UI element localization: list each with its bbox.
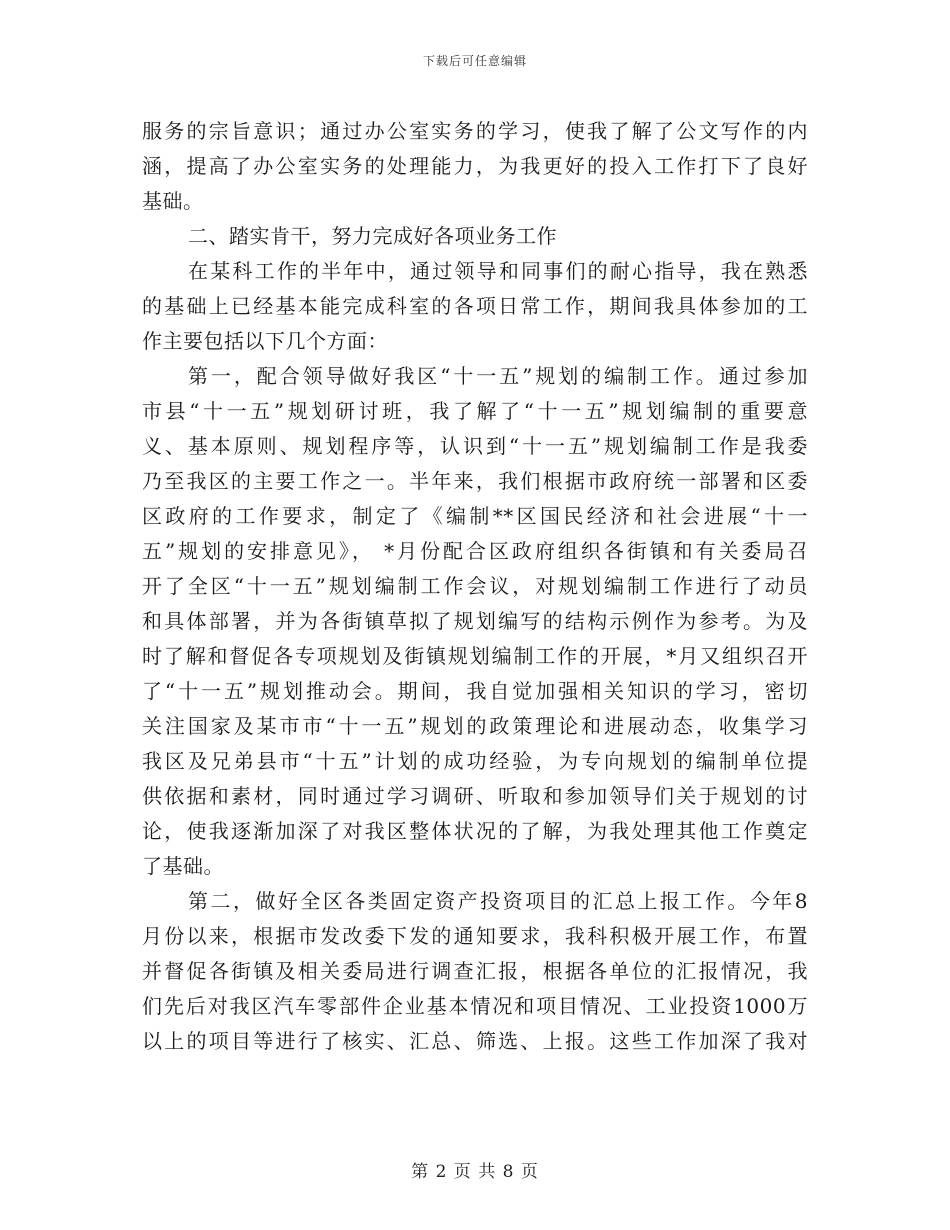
section-heading xyxy=(142,219,808,254)
text-line: 基础。 xyxy=(142,189,204,213)
paragraph-intro xyxy=(142,254,808,359)
paragraph-second-item xyxy=(142,884,808,1059)
text-line: 第二，做好全区各类固定资产投资项目的汇总上报工作。今年8 xyxy=(188,889,808,913)
text-line: 了基础。 xyxy=(142,854,224,878)
text-line: 们先后对我区汽车零部件企业基本情况和项目情况、工业投资1000万 xyxy=(142,994,808,1018)
paragraph-continuation xyxy=(142,114,808,219)
text-line: 第一，配合领导做好我区“十一五”规划的编制工作。通过参加 xyxy=(188,364,808,388)
text-line: 乃至我区的主要工作之一。半年来，我们根据市政府统一部署和区委 xyxy=(142,469,808,493)
text-line: 作主要包括以下几个方面： xyxy=(142,329,388,353)
text-line: 了“十一五”规划推动会。期间，我自觉加强相关知识的学习，密切 xyxy=(142,679,808,703)
text-line: 我区及兄弟县市“十五”计划的成功经验，为专向规划的编制单位提 xyxy=(142,749,808,773)
text-line: 五”规划的安排意见》， *月份配合区政府组织各街镇和有关委局召 xyxy=(142,539,808,563)
page-header: 下载后可任意编辑 xyxy=(422,54,527,68)
text-line: 的基础上已经基本能完成科室的各项日常工作，期间我具体参加的工 xyxy=(142,294,808,318)
document-body xyxy=(142,114,808,1059)
paragraph-first-item xyxy=(142,359,808,884)
text-line: 月份以来，根据市发改委下发的通知要求，我科积极开展工作，布置 xyxy=(142,924,808,948)
text-line: 关注国家及某市市“十一五”规划的政策理论和进展动态，收集学习 xyxy=(142,714,808,738)
text-line: 供依据和素材，同时通过学习调研、听取和参加领导们关于规划的讨 xyxy=(142,784,808,808)
text-line: 在某科工作的半年中，通过领导和同事们的耐心指导，我在熟悉 xyxy=(188,259,808,283)
text-line: 区政府的工作要求，制定了《编制**区国民经济和社会进展“十一 xyxy=(142,504,808,528)
text-line: 以上的项目等进行了核实、汇总、筛选、上报。这些工作加深了我对 xyxy=(142,1029,808,1053)
text-line: 并督促各街镇及相关委局进行调查汇报，根据各单位的汇报情况，我 xyxy=(142,959,808,983)
heading-line: 二、踏实肯干，努力完成好各项业务工作 xyxy=(188,224,557,248)
page-number: 第 2 页 共 8 页 xyxy=(411,1162,539,1182)
text-line: 涵，提高了办公室实务的处理能力，为我更好的投入工作打下了良好 xyxy=(142,154,808,178)
text-line: 时了解和督促各专项规划及街镇规划编制工作的开展，*月又组织召开 xyxy=(142,644,808,668)
text-line: 和具体部署，并为各街镇草拟了规划编写的结构示例作为参考。为及 xyxy=(142,609,808,633)
text-line: 义、基本原则、规划程序等，认识到“十一五”规划编制工作是我委 xyxy=(142,434,808,458)
text-line: 服务的宗旨意识；通过办公室实务的学习，使我了解了公文写作的内 xyxy=(142,119,808,143)
text-line: 论，使我逐渐加深了对我区整体状况的了解，为我处理其他工作奠定 xyxy=(142,819,808,843)
text-line: 开了全区“十一五”规划编制工作会议，对规划编制工作进行了动员 xyxy=(142,574,808,598)
text-line: 市县“十一五”规划研讨班，我了解了“十一五”规划编制的重要意 xyxy=(142,399,808,423)
